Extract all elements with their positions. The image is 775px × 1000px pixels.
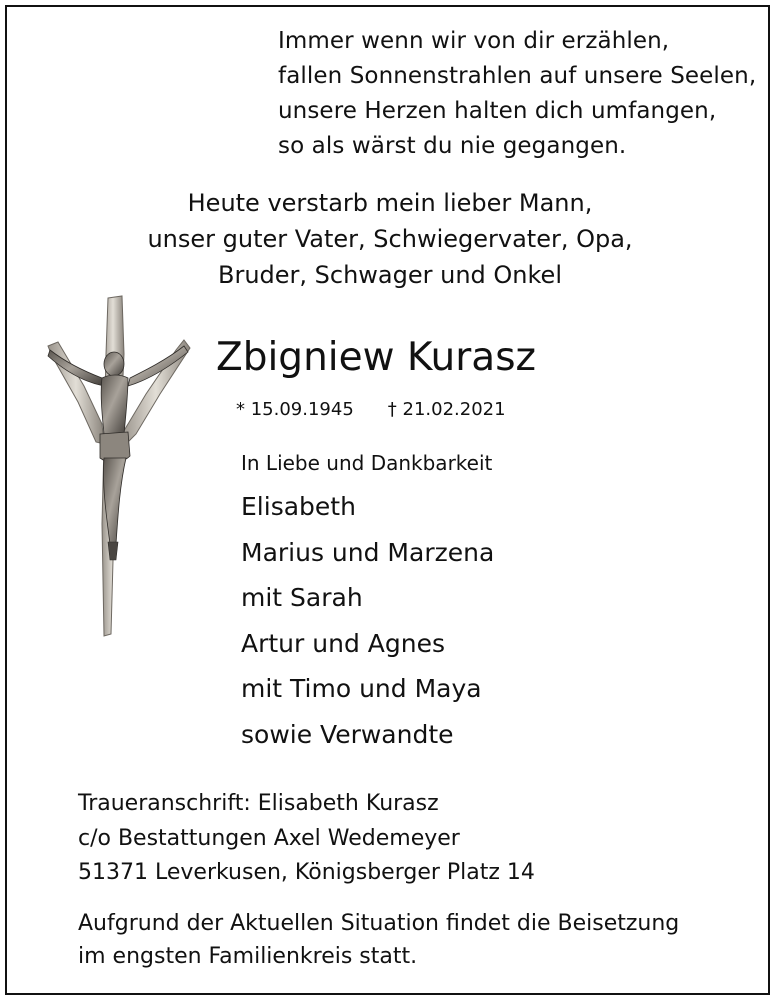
life-dates xyxy=(236,398,506,422)
address-line: Traueranschrift: Elisabeth Kurasz xyxy=(78,791,439,816)
announcement-line: Bruder, Schwager und Onkel xyxy=(217,261,562,289)
crucifix-icon xyxy=(38,294,194,640)
death-announcement xyxy=(0,185,775,293)
mourner-name: Elisabeth xyxy=(241,492,356,521)
address-line: c/o Bestattungen Axel Wedemeyer xyxy=(78,825,460,851)
notice-line: im engsten Familienkreis statt. xyxy=(78,944,418,969)
burial-notice xyxy=(78,907,679,973)
announcement-line: Heute verstarb mein lieber Mann, xyxy=(187,189,593,217)
mourning-address xyxy=(78,787,535,891)
birth-date: * 15.09.1945 xyxy=(236,399,354,420)
mourners-heading: In Liebe und Dankbarkeit xyxy=(241,451,493,475)
mourners-list xyxy=(241,484,494,758)
poem-line: so als wärst du nie gegangen. xyxy=(278,133,627,159)
death-date: † 21.02.2021 xyxy=(387,399,506,420)
announcement-line: unser guter Vater, Schwiegervater, Opa, xyxy=(147,225,633,253)
mourner-name: mit Timo und Maya xyxy=(241,674,482,704)
poem-line: unsere Herzen halten dich umfangen, xyxy=(278,98,717,124)
mourner-name: Marius und Marzena xyxy=(241,537,495,567)
mourner-name: mit Sarah xyxy=(241,583,363,613)
notice-line: Aufgrund der Aktuellen Situation findet die Beisetzung xyxy=(78,911,680,936)
poem-line: fallen Sonnenstrahlen auf unsere Seelen, xyxy=(278,63,757,89)
address-line: 51371 Leverkusen, Königsberger Platz 14 xyxy=(78,860,535,885)
poem-line: Immer wenn wir von dir erzählen, xyxy=(278,28,670,54)
poem xyxy=(278,24,756,164)
mourner-name: sowie Verwandte xyxy=(241,719,454,749)
deceased-name: Zbigniew Kurasz xyxy=(216,335,536,380)
mourner-name: Artur und Agnes xyxy=(241,628,445,658)
